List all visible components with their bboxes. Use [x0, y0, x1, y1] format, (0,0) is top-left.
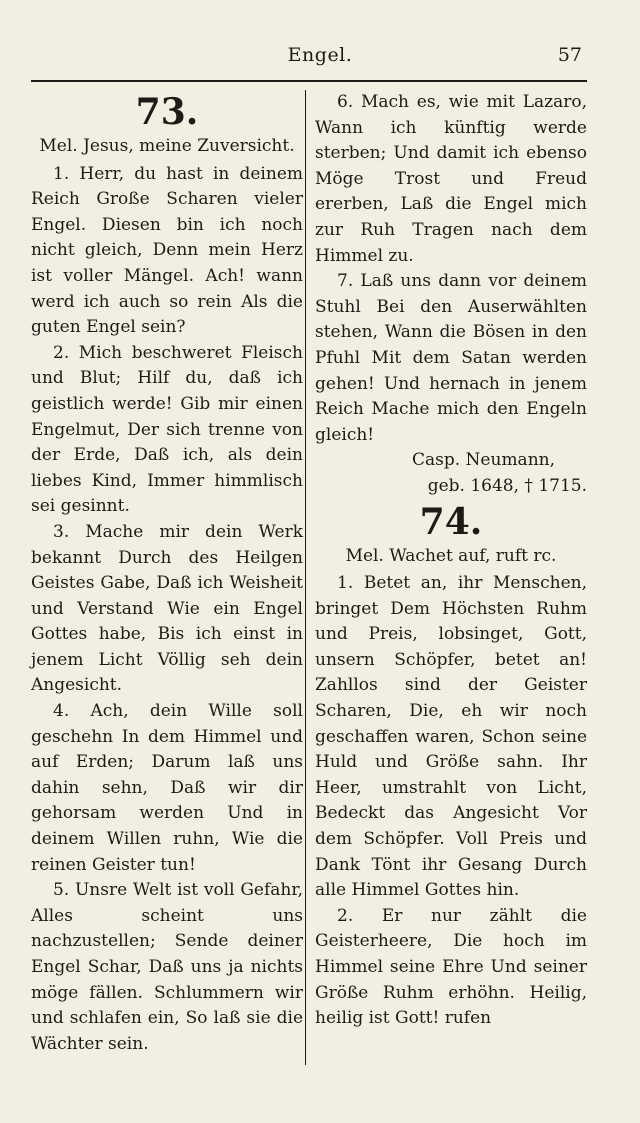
column-divider [305, 90, 306, 1065]
verse: 6. Mach es, wie mit Lazaro, Wann ich künftig werde sterben; Und damit ich ebenso Möge Trost und Freud ererben, Laß die Engel mich zur Ruh Tragen nach dem Himmel zu. [315, 92, 587, 266]
verse: 1. Betet an, ihr Menschen, bringet Dem Höchsten Ruhm und Preis, lobsinget, Gott, unsern Schöpfer, betet an! Zahllos sind der Geister Scharen, Die, eh wir noch geschaffen waren, Schon seine Huld und Größe sahn. Ihr Heer, umstrahlt von Licht, Bedeckt das Angesicht Vor dem Schöpfer. Voll Preis und Dank Tönt ihr Gesang Durch alle Himmel Gottes hin. [315, 573, 587, 901]
melody-line: Mel. Wachet auf, ruft rc. [345, 545, 557, 566]
verse: 1. Herr, du hast in deinem Reich Große Scharen vieler Engel. Diesen bin ich noch nicht gleich, Denn mein Herz ist voller Mängel. Ach! wann werd ich auch so rein Als die guten Engel sein? [31, 163, 303, 338]
page-number: 57 [557, 44, 582, 66]
page-header [0, 44, 640, 74]
verse: 7. Laß uns dann vor deinem Stuhl Bei den Auserwählten stehen, Wann die Bösen in den Pfuhl Mit dem Satan werden gehen! Und hernach in jenem Reich Mache mich den Engeln gleich! [315, 271, 587, 445]
verse: 4. Ach, dein Wille soll geschehn In dem Himmel und auf Erden; Darum laß uns dahin sehn, Daß wir dir gehorsam werden Und in deinem Willen ruhn, Wie die reinen Geister tun! [31, 701, 303, 875]
running-title: Engel. [287, 44, 353, 66]
author-dates: geb. 1648, † 1715. [427, 475, 587, 496]
header-rule [31, 80, 587, 82]
verse: 5. Unsre Welt ist voll Gefahr, Alles scheint uns nachzustellen; Sende deiner Engel Schar, Daß uns ja nichts möge fällen. Schlummern wir und schlafen ein, So laß sie die Wächter sein. [31, 880, 303, 1054]
verse: 2. Er nur zählt die Geisterheere, Die hoch im Himmel seine Ehre Und seiner Größe Ruhm erhöhn. Heilig, heilig ist Gott! rufen [315, 905, 587, 1029]
melody-line: Mel. Jesus, meine Zuversicht. [39, 136, 295, 156]
left-column [31, 90, 303, 1057]
verse: 2. Mich beschweret Fleisch und Blut; Hilf du, daß ich geistlich werde! Gib mir einen Engelmut, Der sich trenne von der Erde, Daß ich, als dein liebes Kind, Immer himmlisch sei gesinnt. [31, 342, 303, 517]
hymn-number: 73. [135, 91, 199, 133]
verse: 3. Mache mir dein Werk bekannt Durch des Heilgen Geistes Gabe, Daß ich Weisheit und Verstand Wie ein Engel Gottes habe, Bis ich einst in jenem Licht Völlig seh dein Angesicht. [31, 521, 303, 696]
right-column [315, 90, 587, 1032]
author-name: Casp. Neumann, [412, 450, 555, 471]
hymn-number: 74. [419, 500, 483, 543]
attribution [315, 448, 587, 499]
